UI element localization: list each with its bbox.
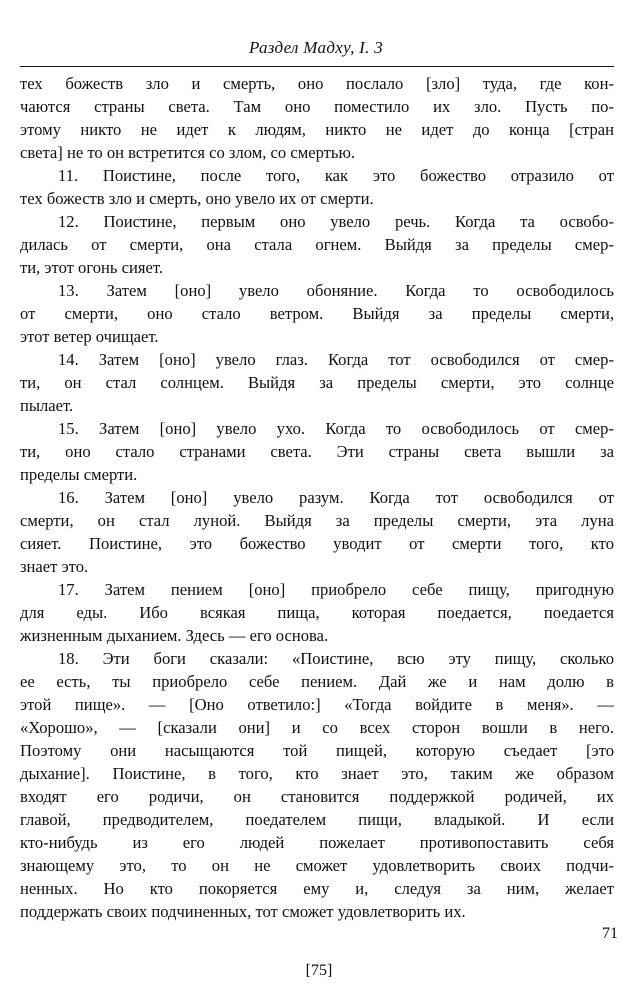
text-line: пылает. [20,396,74,415]
body-text [20,72,614,923]
text-line: сияет. Поистине, это божество уводит от смерти того, кто [20,534,614,553]
text-line: кто-нибудь из его людей пожелает противопоставить себя [20,833,614,852]
page-number: 71 [602,925,618,942]
text-line: ти, этот огонь сияет. [20,258,164,277]
text-line: главой, предводителем, поедателем пищи, владыкой. И если [20,810,614,829]
text-line: света] не то он встретится со злом, со смертью. [20,143,356,162]
text-line: этому никто не идет к людям, никто не идет до конца [стран [20,120,614,139]
text-line: этот ветер очищает. [20,327,159,346]
text-line: пределы смерти. [20,465,138,484]
text-line: 15. Затем [оно] увело ухо. Когда то освободилось от смер- [58,419,614,438]
text-line: ненных. Но кто покоряется ему и, следуя за ним, желает [20,879,614,898]
header-rule [20,66,614,67]
text-line: 16. Затем [оно] увело разум. Когда тот освободился от [58,488,614,507]
text-line: дилась от смерти, она стала огнем. Выйдя за пределы смер- [20,235,614,254]
text-line: тех божеств зло и смерть, оно увело их от смерти. [20,189,374,208]
text-line: ти, оно стало странами света. Эти страны света вышли за [20,442,614,461]
text-line: от смерти, оно стало ветром. Выйдя за пределы смерти, [20,304,614,323]
text-line: знает это. [20,557,89,576]
text-line: 14. Затем [оно] увело глаз. Когда тот освободился от смер- [58,350,614,369]
text-line: ее есть, ты приобрело себе пением. Дай же и нам долю в [20,672,614,691]
text-line: поддержать своих подчиненных, тот сможет удовлетворить их. [20,902,466,921]
text-line: этой пище». — [Оно ответило:] «Тогда войдите в меня». — [20,695,614,714]
footer-page-marker: [75] [305,962,333,979]
text-line: жизненным дыханием. Здесь — его основа. [20,626,329,645]
text-line: Поэтому они насыщаются той пищей, которую съедает [это [20,741,614,760]
text-line: чаются страны света. Там оно поместило их зло. Пусть по- [20,97,614,116]
text-line: 11. Поистине, после того, как это божество отразило от [58,166,614,185]
text-line: 12. Поистине, первым оно увело речь. Когда та освобо- [58,212,614,231]
running-header: Раздел Мадху, I. 3 [248,38,384,57]
text-line: 18. Эти боги сказали: «Поистине, всю эту пищу, сколько [58,649,614,668]
text-line: ти, он стал солнцем. Выйдя за пределы смерти, это солнце [20,373,614,392]
text-line: «Хорошо», — [сказали они] и со всех сторон вошли в него. [20,718,614,737]
text-line: для еды. Ибо всякая пища, которая поедается, поедается [20,603,614,622]
text-line: тех божеств зло и смерть, оно послало [зло] туда, где кон- [20,74,614,93]
text-line: дыхание]. Поистине, в того, кто знает это, таким же образом [20,764,614,783]
text-line: смерти, он стал луной. Выйдя за пределы смерти, эта луна [20,511,614,530]
text-line: знающему это, то он не сможет удовлетворить своих подчи- [20,856,614,875]
text-line: входят его родичи, он становится поддержкой родичей, их [20,787,614,806]
text-line: 13. Затем [оно] увело обоняние. Когда то освободилось [58,281,614,300]
text-line: 17. Затем пением [оно] приобрело себе пищу, пригодную [58,580,614,599]
